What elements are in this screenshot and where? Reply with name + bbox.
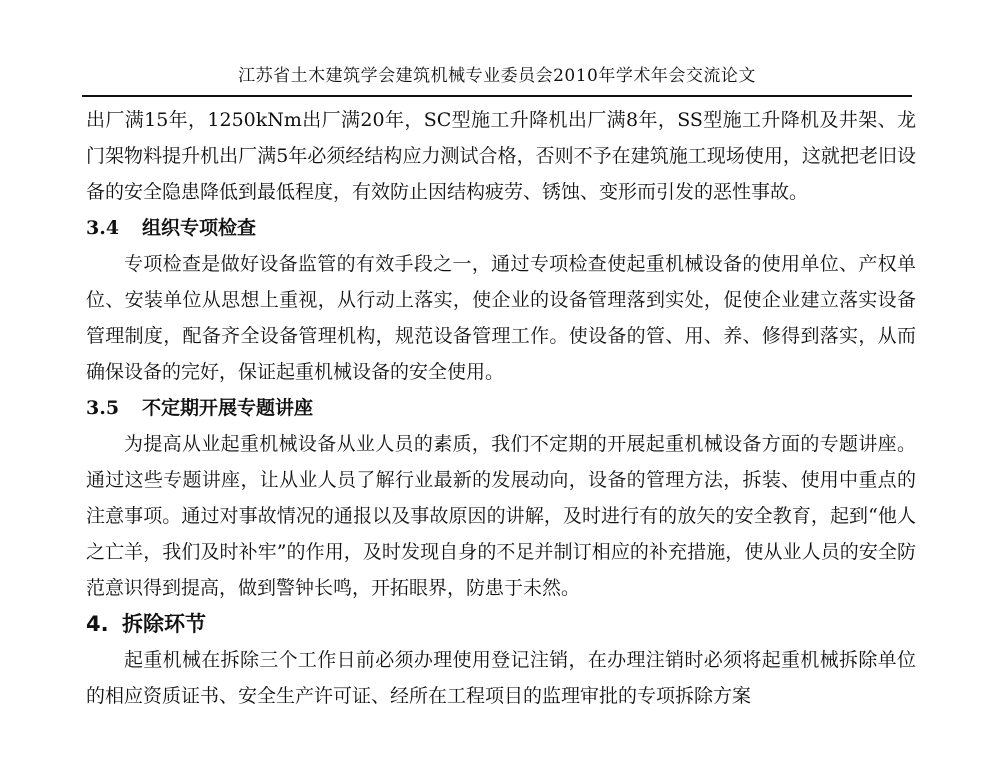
section-title: 组织专项检查	[142, 217, 257, 239]
section-number: 3.5	[86, 397, 120, 419]
section-title: 不定期开展专题讲座	[142, 397, 314, 419]
paragraph-dismantling: 起重机械在拆除三个工作日前必须办理使用登记注销，在办理注销时必须将起重机械拆除单位的相应资质证书、安全生产许可证、经所在工程项目的监理审批的专项拆除方案	[86, 649, 916, 707]
paragraph-continuation: 出厂满15年，1250kNm出厂满20年，SC型施工升降机出厂满8年，SS型施工升降机及井架、龙门架物料提升机出厂满5年必须经结构应力测试合格，否则不予在建筑施工现场使用，这就把老旧设备的安全隐患降低到最低程度，有效防止因结构疲劳、锈蚀、变形而引发的恶性事故。	[86, 109, 916, 203]
section-heading-3-4	[86, 210, 916, 246]
chapter-title: 拆除环节	[122, 612, 206, 636]
section-heading-3-5	[86, 390, 916, 426]
paragraph-lectures: 为提高从业起重机械设备从业人员的素质，我们不定期的开展起重机械设备方面的专题讲座。通过这些专题讲座，让从业人员了解行业最新的发展动向，设备的管理方法，拆装、使用中重点的注意事项。通过对事故情况的通报以及事故原因的讲解，及时进行有的放矢的安全教育，起到“他人之亡羊，我们及时补牢”的作用，及时发现自身的不足并制订相应的补充措施，使从业人员的安全防范意识得到提高，做到警钟长鸣，开拓眼界，防患于未然。	[86, 433, 916, 599]
paragraph-special-inspection: 专项检查是做好设备监管的有效手段之一，通过专项检查使起重机械设备的使用单位、产权单位、安装单位从思想上重视，从行动上落实，使企业的设备管理落到实处，促使企业建立落实设备管理制度，配备齐全设备管理机构，规范设备管理工作。使设备的管、用、养、修得到落实，从而确保设备的完好，保证起重机械设备的安全使用。	[86, 253, 916, 383]
header-rule	[82, 95, 912, 97]
running-header: 江苏省土木建筑学会建筑机械专业委员会2010年学术年会交流论文	[238, 66, 756, 86]
chapter-number: 4.	[86, 612, 109, 636]
chapter-heading-4	[86, 606, 916, 642]
section-number: 3.4	[86, 217, 120, 239]
body-text	[86, 102, 916, 714]
